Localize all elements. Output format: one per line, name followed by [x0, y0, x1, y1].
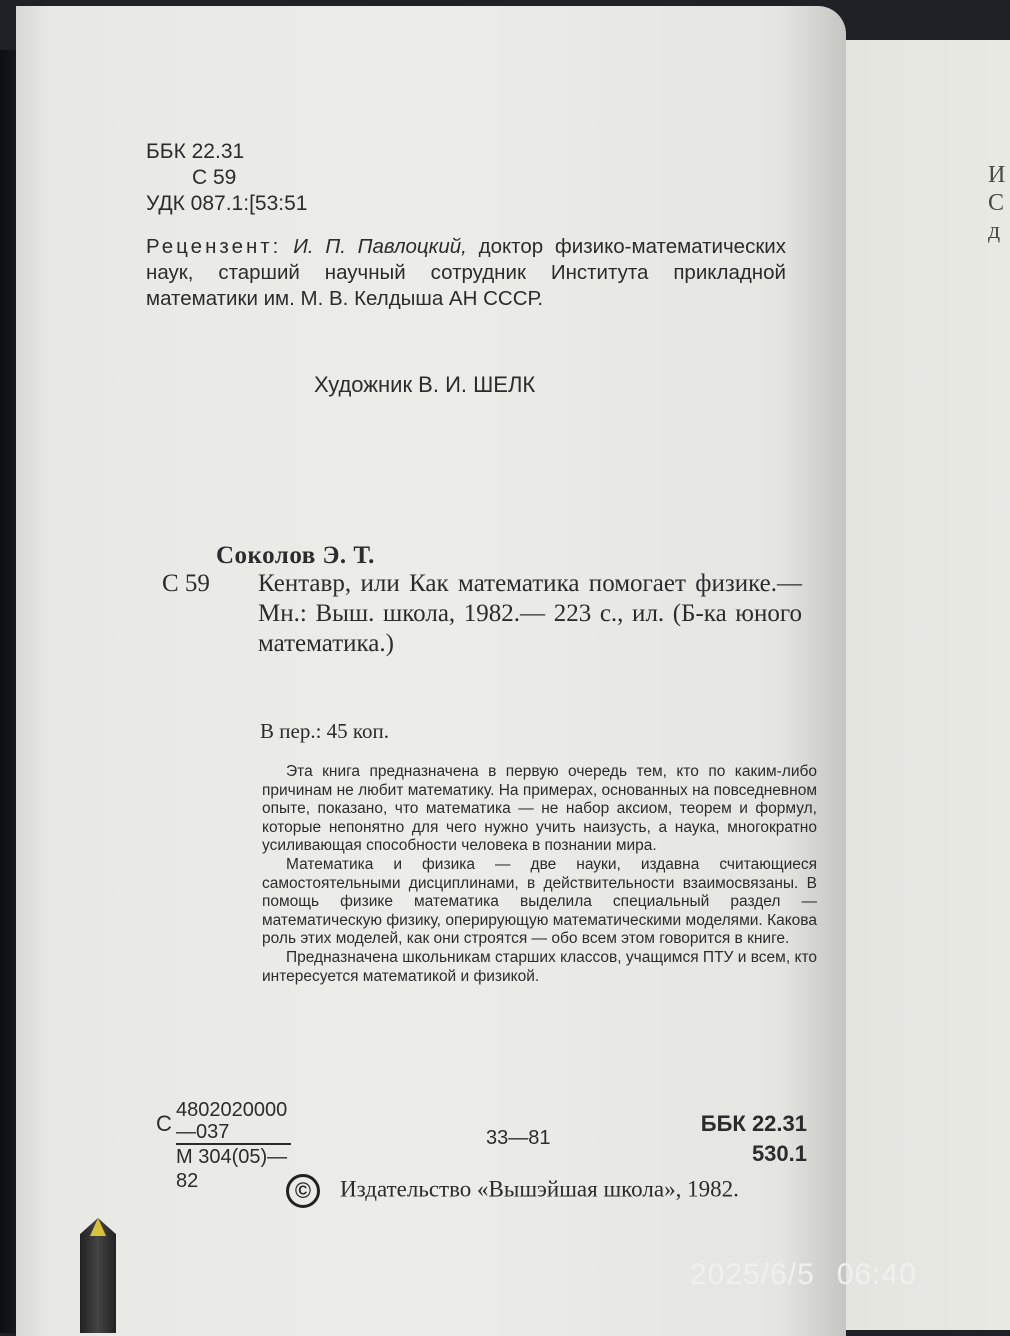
annotation-paragraph: Предназначена школьникам старших классов, учащимся ПТУ и всем, кто интересуется математикой и физикой. — [262, 948, 817, 985]
timestamp-date: 2025/6/5 — [690, 1258, 815, 1291]
reviewer-details: доктор физико-математических наук, старший научный сотрудник Института прикладной математики им. М. В. Келдыша АН СССР. — [146, 235, 786, 310]
bottom-class-code: 530.1 — [751, 1141, 807, 1166]
bottom-classification — [692, 1109, 807, 1169]
index-denominator: М 304(05)—82 — [176, 1146, 288, 1192]
shelf-code: С 59 — [192, 166, 237, 189]
reviewer-credit — [146, 234, 786, 312]
annotation-paragraph: Эта книга предназначена в первую очередь тем, кто по каким-либо причинам не любит математику. На примерах, основанных на повседневном опыте, показано, что математика — не набор аксиом, теорем и формул, которые непонятно для чего нужно учить наизусть, а наука, многократно усиливающая способности человека в познании мира. — [262, 763, 817, 855]
udk-code: УДК 087.1:[53:51 — [146, 192, 308, 215]
facing-page-fragment: И — [988, 162, 1006, 188]
publisher-text: Издательство «Вышэйшая школа», 1982. — [340, 1176, 739, 1202]
timestamp-time: 06:40 — [836, 1258, 917, 1291]
index-prefix: С — [156, 1111, 172, 1136]
annotation — [262, 763, 817, 986]
artist-credit: Художник В. И. ШЕЛК — [314, 372, 536, 397]
index-fraction — [176, 1099, 291, 1193]
facing-page-fragment: С — [988, 190, 1005, 216]
bottom-bbk-code: ББК 22.31 — [700, 1111, 807, 1136]
author-name: Соколов Э. Т. — [216, 542, 375, 569]
catalog-entry — [162, 569, 802, 659]
copyright-icon: © — [286, 1174, 320, 1208]
reviewer-name: И. П. Павлоцкий, — [293, 235, 467, 258]
annotation-paragraph: Математика и физика — две науки, издавна считающиеся самостоятельными дисциплинами, в действительности взаимосвязаны. В помощь физике математика выделила специальный раздел — математическую физику, оперирующую математическими моделями. Какова роль этих моделей, как они строятся — обо всем этом говорится в книге. — [262, 855, 817, 948]
classification-codes — [146, 139, 307, 217]
price: В пер.: 45 коп. — [260, 719, 390, 743]
reviewer-label: Рецензент: — [146, 235, 282, 258]
index-numerator: 4802020000—037 — [176, 1099, 291, 1145]
catalog-description: Кентавр, или Как математика помогает физике.— Мн.: Выш. школа, 1982.— 223 с., ил. (Б-ка юного математика.) — [258, 570, 802, 657]
photo-timestamp — [690, 1258, 917, 1292]
bbk-code: ББК 22.31 — [146, 140, 245, 163]
copyright-line — [286, 1174, 739, 1208]
index-suffix: 33—81 — [486, 1127, 551, 1149]
book-page — [16, 6, 846, 1336]
catalog-code: С 59 — [162, 570, 210, 597]
facing-page-fragment: д — [988, 218, 1001, 244]
